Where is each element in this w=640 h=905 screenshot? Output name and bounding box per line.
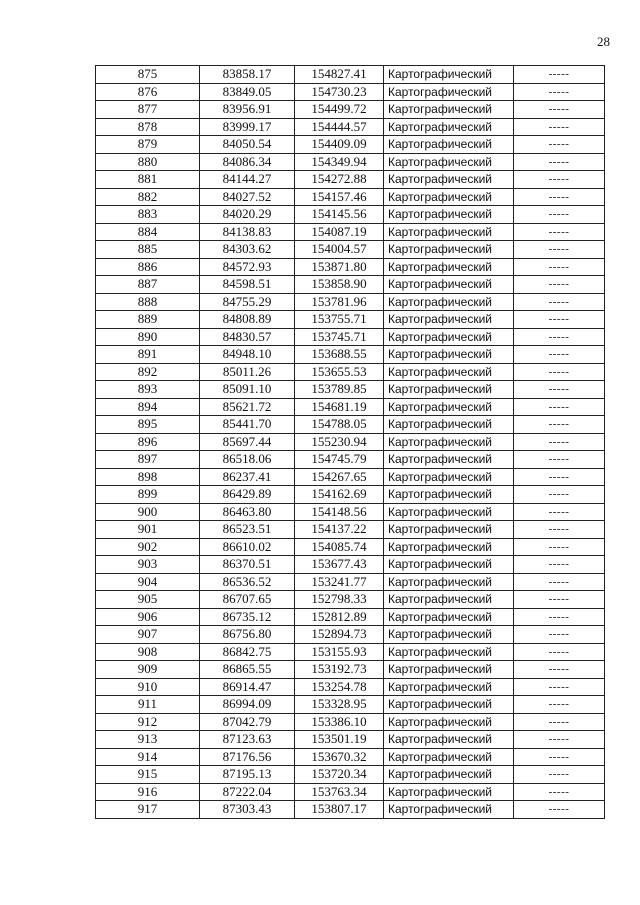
point-number-cell: 885 — [96, 241, 200, 259]
table-row — [96, 556, 605, 574]
point-number-cell: 883 — [96, 206, 200, 224]
y-coordinate-cell: 153720.34 — [295, 766, 384, 784]
point-number-cell: 914 — [96, 748, 200, 766]
y-coordinate-cell: 154137.22 — [295, 521, 384, 539]
method-cell: Картографический — [384, 538, 514, 556]
point-number-cell: 905 — [96, 591, 200, 609]
table-row — [96, 66, 605, 84]
y-coordinate-cell: 152812.89 — [295, 608, 384, 626]
point-number-cell: 881 — [96, 171, 200, 189]
accuracy-cell: ----- — [514, 258, 605, 276]
accuracy-cell: ----- — [514, 556, 605, 574]
method-cell: Картографический — [384, 661, 514, 679]
point-number-cell: 897 — [96, 451, 200, 469]
y-coordinate-cell: 154499.72 — [295, 101, 384, 119]
method-cell: Картографический — [384, 171, 514, 189]
x-coordinate-cell: 86735.12 — [200, 608, 295, 626]
accuracy-cell: ----- — [514, 538, 605, 556]
point-number-cell: 913 — [96, 731, 200, 749]
table-row — [96, 416, 605, 434]
point-number-cell: 877 — [96, 101, 200, 119]
x-coordinate-cell: 85441.70 — [200, 416, 295, 434]
method-cell: Картографический — [384, 626, 514, 644]
accuracy-cell: ----- — [514, 118, 605, 136]
y-coordinate-cell: 154272.88 — [295, 171, 384, 189]
point-number-cell: 900 — [96, 503, 200, 521]
y-coordinate-cell: 154267.65 — [295, 468, 384, 486]
method-cell: Картографический — [384, 363, 514, 381]
x-coordinate-cell: 86707.65 — [200, 591, 295, 609]
point-number-cell: 896 — [96, 433, 200, 451]
table-row — [96, 521, 605, 539]
table-row — [96, 731, 605, 749]
point-number-cell: 880 — [96, 153, 200, 171]
x-coordinate-cell: 87195.13 — [200, 766, 295, 784]
accuracy-cell: ----- — [514, 626, 605, 644]
table-row — [96, 766, 605, 784]
x-coordinate-cell: 84144.27 — [200, 171, 295, 189]
accuracy-cell: ----- — [514, 206, 605, 224]
accuracy-cell: ----- — [514, 363, 605, 381]
method-cell: Картографический — [384, 136, 514, 154]
method-cell: Картографический — [384, 503, 514, 521]
method-cell: Картографический — [384, 398, 514, 416]
point-number-cell: 908 — [96, 643, 200, 661]
point-number-cell: 902 — [96, 538, 200, 556]
point-number-cell: 888 — [96, 293, 200, 311]
x-coordinate-cell: 84138.83 — [200, 223, 295, 241]
method-cell: Картографический — [384, 451, 514, 469]
x-coordinate-cell: 86994.09 — [200, 696, 295, 714]
accuracy-cell: ----- — [514, 398, 605, 416]
point-number-cell: 904 — [96, 573, 200, 591]
method-cell: Картографический — [384, 591, 514, 609]
accuracy-cell: ----- — [514, 328, 605, 346]
x-coordinate-cell: 84303.62 — [200, 241, 295, 259]
y-coordinate-cell: 154145.56 — [295, 206, 384, 224]
x-coordinate-cell: 86523.51 — [200, 521, 295, 539]
x-coordinate-cell: 84948.10 — [200, 346, 295, 364]
x-coordinate-cell: 83858.17 — [200, 66, 295, 84]
x-coordinate-cell: 87303.43 — [200, 801, 295, 819]
table-row — [96, 223, 605, 241]
y-coordinate-cell: 153501.19 — [295, 731, 384, 749]
y-coordinate-cell: 153688.55 — [295, 346, 384, 364]
x-coordinate-cell: 86914.47 — [200, 678, 295, 696]
accuracy-cell: ----- — [514, 223, 605, 241]
x-coordinate-cell: 86463.80 — [200, 503, 295, 521]
point-number-cell: 887 — [96, 276, 200, 294]
accuracy-cell: ----- — [514, 101, 605, 119]
point-number-cell: 895 — [96, 416, 200, 434]
table-row — [96, 783, 605, 801]
point-number-cell: 903 — [96, 556, 200, 574]
point-number-cell: 899 — [96, 486, 200, 504]
x-coordinate-cell: 86842.75 — [200, 643, 295, 661]
accuracy-cell: ----- — [514, 678, 605, 696]
point-number-cell: 909 — [96, 661, 200, 679]
method-cell: Картографический — [384, 713, 514, 731]
y-coordinate-cell: 153192.73 — [295, 661, 384, 679]
x-coordinate-cell: 86237.41 — [200, 468, 295, 486]
table-row — [96, 713, 605, 731]
y-coordinate-cell: 154681.19 — [295, 398, 384, 416]
x-coordinate-cell: 87123.63 — [200, 731, 295, 749]
table-row — [96, 136, 605, 154]
table-row — [96, 801, 605, 819]
point-number-cell: 878 — [96, 118, 200, 136]
y-coordinate-cell: 153254.78 — [295, 678, 384, 696]
table-row — [96, 696, 605, 714]
method-cell: Картографический — [384, 66, 514, 84]
point-number-cell: 910 — [96, 678, 200, 696]
accuracy-cell: ----- — [514, 643, 605, 661]
y-coordinate-cell: 154745.79 — [295, 451, 384, 469]
y-coordinate-cell: 154409.09 — [295, 136, 384, 154]
point-number-cell: 898 — [96, 468, 200, 486]
table-row — [96, 328, 605, 346]
point-number-cell: 879 — [96, 136, 200, 154]
method-cell: Картографический — [384, 381, 514, 399]
table-row — [96, 276, 605, 294]
method-cell: Картографический — [384, 696, 514, 714]
table-row — [96, 83, 605, 101]
method-cell: Картографический — [384, 468, 514, 486]
method-cell: Картографический — [384, 101, 514, 119]
x-coordinate-cell: 83956.91 — [200, 101, 295, 119]
accuracy-cell: ----- — [514, 696, 605, 714]
y-coordinate-cell: 154788.05 — [295, 416, 384, 434]
point-number-cell: 886 — [96, 258, 200, 276]
y-coordinate-cell: 154157.46 — [295, 188, 384, 206]
table-row — [96, 626, 605, 644]
table-row — [96, 538, 605, 556]
accuracy-cell: ----- — [514, 66, 605, 84]
table-row — [96, 678, 605, 696]
x-coordinate-cell: 84050.54 — [200, 136, 295, 154]
table-row — [96, 591, 605, 609]
method-cell: Картографический — [384, 521, 514, 539]
y-coordinate-cell: 153655.53 — [295, 363, 384, 381]
accuracy-cell: ----- — [514, 748, 605, 766]
x-coordinate-cell: 84808.89 — [200, 311, 295, 329]
x-coordinate-cell: 84027.52 — [200, 188, 295, 206]
y-coordinate-cell: 153745.71 — [295, 328, 384, 346]
x-coordinate-cell: 86429.89 — [200, 486, 295, 504]
accuracy-cell: ----- — [514, 433, 605, 451]
x-coordinate-cell: 84598.51 — [200, 276, 295, 294]
y-coordinate-cell: 154085.74 — [295, 538, 384, 556]
y-coordinate-cell: 152798.33 — [295, 591, 384, 609]
method-cell: Картографический — [384, 241, 514, 259]
table-row — [96, 206, 605, 224]
method-cell: Картографический — [384, 731, 514, 749]
y-coordinate-cell: 154730.23 — [295, 83, 384, 101]
method-cell: Картографический — [384, 293, 514, 311]
y-coordinate-cell: 154349.94 — [295, 153, 384, 171]
x-coordinate-cell: 85011.26 — [200, 363, 295, 381]
accuracy-cell: ----- — [514, 486, 605, 504]
accuracy-cell: ----- — [514, 293, 605, 311]
y-coordinate-cell: 153789.85 — [295, 381, 384, 399]
point-number-cell: 893 — [96, 381, 200, 399]
y-coordinate-cell: 153755.71 — [295, 311, 384, 329]
x-coordinate-cell: 85621.72 — [200, 398, 295, 416]
table-row — [96, 188, 605, 206]
point-number-cell: 916 — [96, 783, 200, 801]
x-coordinate-cell: 85091.10 — [200, 381, 295, 399]
method-cell: Картографический — [384, 783, 514, 801]
method-cell: Картографический — [384, 748, 514, 766]
point-number-cell: 911 — [96, 696, 200, 714]
y-coordinate-cell: 153871.80 — [295, 258, 384, 276]
method-cell: Картографический — [384, 766, 514, 784]
point-number-cell: 875 — [96, 66, 200, 84]
x-coordinate-cell: 84755.29 — [200, 293, 295, 311]
method-cell: Картографический — [384, 223, 514, 241]
table-row — [96, 381, 605, 399]
method-cell: Картографический — [384, 153, 514, 171]
method-cell: Картографический — [384, 678, 514, 696]
point-number-cell: 876 — [96, 83, 200, 101]
y-coordinate-cell: 153858.90 — [295, 276, 384, 294]
accuracy-cell: ----- — [514, 416, 605, 434]
accuracy-cell: ----- — [514, 136, 605, 154]
table-row — [96, 293, 605, 311]
table-row — [96, 486, 605, 504]
point-number-cell: 917 — [96, 801, 200, 819]
method-cell: Картографический — [384, 311, 514, 329]
table-row — [96, 118, 605, 136]
point-number-cell: 912 — [96, 713, 200, 731]
accuracy-cell: ----- — [514, 573, 605, 591]
y-coordinate-cell: 154827.41 — [295, 66, 384, 84]
x-coordinate-cell: 86518.06 — [200, 451, 295, 469]
coordinates-table-body — [96, 66, 605, 819]
method-cell: Картографический — [384, 118, 514, 136]
y-coordinate-cell: 153155.93 — [295, 643, 384, 661]
accuracy-cell: ----- — [514, 608, 605, 626]
y-coordinate-cell: 154148.56 — [295, 503, 384, 521]
accuracy-cell: ----- — [514, 661, 605, 679]
table-row — [96, 258, 605, 276]
accuracy-cell: ----- — [514, 521, 605, 539]
table-row — [96, 573, 605, 591]
method-cell: Картографический — [384, 416, 514, 434]
accuracy-cell: ----- — [514, 171, 605, 189]
y-coordinate-cell: 153763.34 — [295, 783, 384, 801]
method-cell: Картографический — [384, 188, 514, 206]
accuracy-cell: ----- — [514, 801, 605, 819]
y-coordinate-cell: 153670.32 — [295, 748, 384, 766]
accuracy-cell: ----- — [514, 766, 605, 784]
accuracy-cell: ----- — [514, 731, 605, 749]
table-row — [96, 346, 605, 364]
y-coordinate-cell: 155230.94 — [295, 433, 384, 451]
x-coordinate-cell: 84830.57 — [200, 328, 295, 346]
table-row — [96, 398, 605, 416]
accuracy-cell: ----- — [514, 83, 605, 101]
method-cell: Картографический — [384, 83, 514, 101]
accuracy-cell: ----- — [514, 451, 605, 469]
method-cell: Картографический — [384, 573, 514, 591]
accuracy-cell: ----- — [514, 381, 605, 399]
y-coordinate-cell: 154004.57 — [295, 241, 384, 259]
accuracy-cell: ----- — [514, 153, 605, 171]
method-cell: Картографический — [384, 433, 514, 451]
y-coordinate-cell: 153677.43 — [295, 556, 384, 574]
x-coordinate-cell: 86610.02 — [200, 538, 295, 556]
y-coordinate-cell: 153386.10 — [295, 713, 384, 731]
point-number-cell: 915 — [96, 766, 200, 784]
x-coordinate-cell: 87042.79 — [200, 713, 295, 731]
accuracy-cell: ----- — [514, 188, 605, 206]
y-coordinate-cell: 153781.96 — [295, 293, 384, 311]
table-row — [96, 311, 605, 329]
y-coordinate-cell: 154162.69 — [295, 486, 384, 504]
accuracy-cell: ----- — [514, 241, 605, 259]
x-coordinate-cell: 83999.17 — [200, 118, 295, 136]
method-cell: Картографический — [384, 328, 514, 346]
point-number-cell: 894 — [96, 398, 200, 416]
method-cell: Картографический — [384, 346, 514, 364]
accuracy-cell: ----- — [514, 276, 605, 294]
point-number-cell: 891 — [96, 346, 200, 364]
y-coordinate-cell: 153241.77 — [295, 573, 384, 591]
accuracy-cell: ----- — [514, 713, 605, 731]
y-coordinate-cell: 154444.57 — [295, 118, 384, 136]
method-cell: Картографический — [384, 276, 514, 294]
page-number: 28 — [597, 34, 610, 49]
x-coordinate-cell: 83849.05 — [200, 83, 295, 101]
x-coordinate-cell: 86865.55 — [200, 661, 295, 679]
point-number-cell: 906 — [96, 608, 200, 626]
y-coordinate-cell: 152894.73 — [295, 626, 384, 644]
table-row — [96, 171, 605, 189]
table-row — [96, 101, 605, 119]
table-row — [96, 363, 605, 381]
table-row — [96, 643, 605, 661]
accuracy-cell: ----- — [514, 503, 605, 521]
x-coordinate-cell: 84020.29 — [200, 206, 295, 224]
method-cell: Картографический — [384, 608, 514, 626]
method-cell: Картографический — [384, 486, 514, 504]
coordinates-table — [95, 65, 605, 819]
table-row — [96, 433, 605, 451]
accuracy-cell: ----- — [514, 346, 605, 364]
point-number-cell: 889 — [96, 311, 200, 329]
x-coordinate-cell: 87222.04 — [200, 783, 295, 801]
table-row — [96, 153, 605, 171]
x-coordinate-cell: 86370.51 — [200, 556, 295, 574]
y-coordinate-cell: 154087.19 — [295, 223, 384, 241]
accuracy-cell: ----- — [514, 468, 605, 486]
method-cell: Картографический — [384, 556, 514, 574]
table-row — [96, 608, 605, 626]
point-number-cell: 892 — [96, 363, 200, 381]
accuracy-cell: ----- — [514, 783, 605, 801]
table-row — [96, 468, 605, 486]
x-coordinate-cell: 87176.56 — [200, 748, 295, 766]
point-number-cell: 882 — [96, 188, 200, 206]
x-coordinate-cell: 84572.93 — [200, 258, 295, 276]
table-row — [96, 241, 605, 259]
method-cell: Картографический — [384, 801, 514, 819]
y-coordinate-cell: 153328.95 — [295, 696, 384, 714]
table-row — [96, 451, 605, 469]
x-coordinate-cell: 85697.44 — [200, 433, 295, 451]
table-row — [96, 748, 605, 766]
method-cell: Картографический — [384, 643, 514, 661]
table-row — [96, 661, 605, 679]
method-cell: Картографический — [384, 258, 514, 276]
point-number-cell: 884 — [96, 223, 200, 241]
accuracy-cell: ----- — [514, 311, 605, 329]
table-row — [96, 503, 605, 521]
x-coordinate-cell: 84086.34 — [200, 153, 295, 171]
x-coordinate-cell: 86756.80 — [200, 626, 295, 644]
method-cell: Картографический — [384, 206, 514, 224]
accuracy-cell: ----- — [514, 591, 605, 609]
x-coordinate-cell: 86536.52 — [200, 573, 295, 591]
point-number-cell: 907 — [96, 626, 200, 644]
point-number-cell: 901 — [96, 521, 200, 539]
y-coordinate-cell: 153807.17 — [295, 801, 384, 819]
point-number-cell: 890 — [96, 328, 200, 346]
